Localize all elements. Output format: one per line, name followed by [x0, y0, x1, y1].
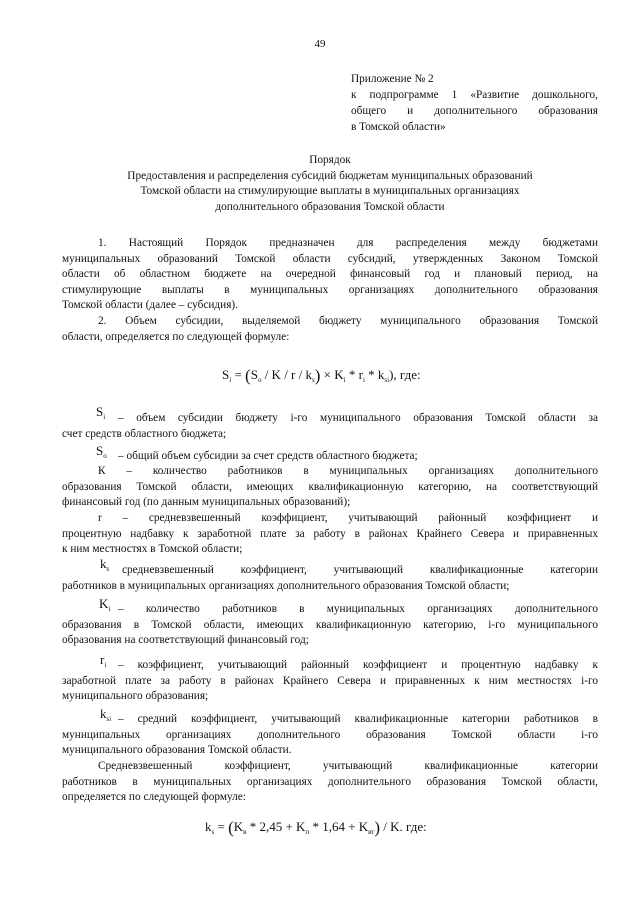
appendix-line: в Томской области»	[351, 121, 446, 133]
definition-ki: – количество работников в муниципальных организациях дополнительного образования в Томской области, имеющих квалификационную категорию, i-го муниципального образования на соответствующий финансовый год;	[62, 603, 598, 647]
paragraph-2: 2. Объем субсидии, выделяемой бюджету муниципального образования Томской области, определяется по следующей формуле:	[62, 315, 598, 343]
title-line: Предоставления и распределения субсидий бюджетам муниципальных образований	[127, 169, 533, 182]
symbol-so: $S_o$	[96, 443, 107, 460]
symbol-ks: $k_s$	[100, 556, 110, 573]
symbol-ri: $r_i$	[100, 652, 107, 669]
appendix-line: Приложение № 2	[351, 73, 434, 85]
definition-r: r – средневзвешенный коэффициент, учитывающий районный коэффициент и процентную надбавку к заработной плате за работу в районах Крайнего Севера и приравненных к ним местностях в Томской области;	[62, 512, 598, 556]
document-title	[60, 153, 600, 215]
definition-ksi: – средний коэффициент, учитывающий квалификационные категории работников в муниципальных организациях дополнительного образования Томской области i-го муниципального образования Томской области.	[62, 713, 598, 757]
definition-si: – объем субсидии бюджету i-го муниципального образования Томской области за счет средств областного бюджета;	[62, 412, 598, 440]
formula-subsidy: $S_i = (S_o / K / r / k_s) \times K_i * r_i * k_{si}$), где:	[222, 366, 421, 385]
appendix-line: к подпрограмме 1 «Развитие дошкольного,	[351, 89, 598, 101]
definition-so: – общий объем субсидии за счет средств областного бюджета;	[118, 450, 418, 462]
title-line: Томской области на стимулирующие выплаты в муниципальных организациях	[140, 185, 520, 198]
definition-k: К – количество работников в муниципальных организациях дополнительного образования Томской области, имеющих квалификационную категорию, на соответствующий финансовый год (по данным муниципальных образований);	[62, 465, 598, 509]
paragraph-3: Средневзвешенный коэффициент, учитывающий квалификационные категории работников в муниципальных организациях дополнительного образования Томской области, определяется по следующей формуле:	[62, 760, 598, 804]
symbol-ki: $K_i$	[99, 596, 111, 613]
formula-coefficient: $k_s = (K_в * 2,45 + K_п * 1,64 + K_{вт}) / K$. где:	[205, 818, 427, 837]
symbol-ksi: $k_{si}$	[100, 706, 112, 723]
appendix-header	[351, 71, 598, 135]
paragraph-1: 1. Настоящий Порядок предназначен для распределения между бюджетами муниципальных образований Томской области субсидий, утвержденных Законом Томской области об областном бюджете на очередной финансовый год и плановый период, на стимулирующие выплаты в муниципальных организациях дополнительного образования Томской области (далее – субсидия).	[62, 237, 598, 312]
title-heading: Порядок	[309, 154, 351, 166]
title-line: дополнительного образования Томской области	[215, 200, 445, 213]
definition-ks: средневзвешенный коэффициент, учитывающий квалификационные категории работников в муниципальных организациях дополнительного образования Томской области;	[62, 564, 598, 592]
definition-ri: – коэффициент, учитывающий районный коэффициент и процентную надбавку к заработной плате за работу в районах Крайнего Севера и приравненных к ним местностях i-го муниципального образования;	[62, 659, 598, 703]
appendix-line: общего и дополнительного образования	[351, 105, 598, 117]
symbol-si: $S_i$	[96, 404, 106, 421]
page-number: 49	[314, 38, 326, 50]
